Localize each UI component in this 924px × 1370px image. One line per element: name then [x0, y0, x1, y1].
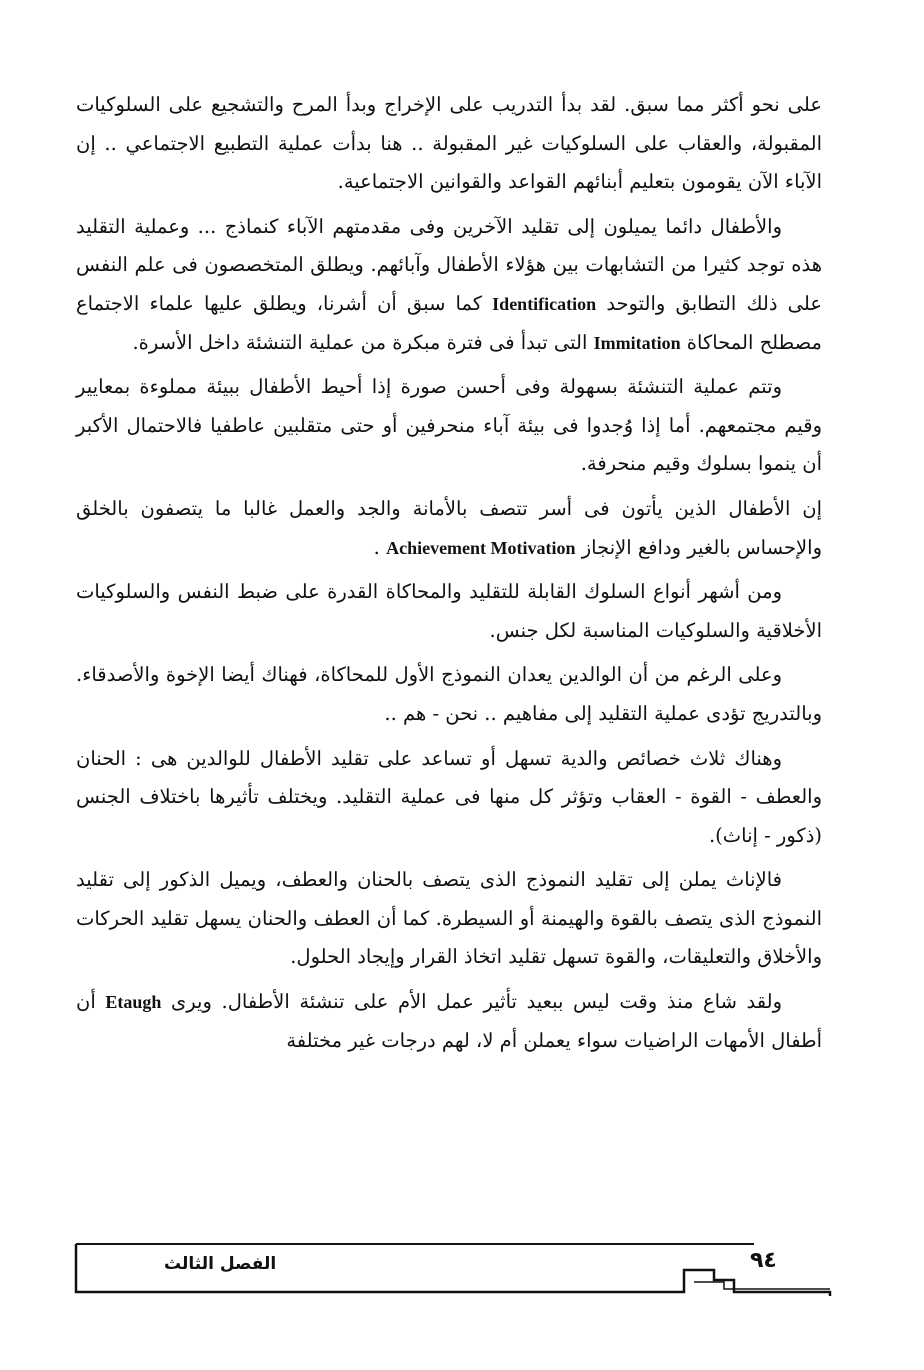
paragraph-1: [76, 86, 822, 202]
paragraph-4-end: .: [373, 535, 380, 559]
paragraph-7-text: وهناك ثلاث خصائص والدية تسهل أو تساعد على تقليد الأطفال للوالدين هى : الحنان والعطف - القوة - العقاب وتؤثر كل منها فى عملية التقليد. ويختلف تأثيرها باختلاف الجنس (ذكور - إناث).: [76, 746, 822, 847]
paragraph-2-text-c: التى تبدأ فى فترة مبكرة من عملية التنشئة داخل الأسرة.: [132, 330, 588, 354]
paragraph-9-text-a: ولقد شاع منذ وقت ليس ببعيد تأثير عمل الأم على تنشئة الأطفال. ويرى: [171, 990, 782, 1014]
paragraph-3: [76, 368, 822, 484]
name-etaugh: Etaugh: [105, 992, 162, 1013]
paragraph-9: [76, 983, 822, 1060]
term-achievement-motivation: Achievement Motivation: [386, 537, 576, 558]
paragraph-2-text-a: والأطفال دائما يميلون إلى تقليد الآخرين وفى مقدمتهم الآباء كنماذج ... وعملية التقليد هذه توجد كثيرا من التشابهات بين هؤلاء الأطفال وآبائهم. ويطلق المتخصصون فى علم النفس على ذلك التطابق والتوحد: [76, 214, 822, 315]
term-immitation: Immitation: [593, 332, 681, 353]
paragraph-4-text: إن الأطفال الذين يأتون فى أسر تتصف بالأمانة والجد والعمل غالبا ما يتصفون بالخلق والإحساس بالغير ودافع الإنجاز: [76, 496, 822, 559]
paragraph-6-text: وعلى الرغم من أن الوالدين يعدان النموذج الأول للمحاكاة، فهناك أيضا الإخوة والأصدقاء. وبالتدريج تؤدى عملية التقليد إلى مفاهيم .. نحن - هم ..: [76, 663, 822, 725]
paragraph-4: [76, 490, 822, 567]
paragraph-2-text-b: كما سبق أن أشرنا، ويطلق عليها علماء الاجتماع مصطلح المحاكاة: [76, 291, 822, 354]
chapter-title: الفصل الثالث: [164, 1254, 277, 1274]
body-text: [76, 86, 822, 1066]
page-number: ٩٤: [750, 1248, 777, 1273]
paragraph-9-text-b: أن أطفال الأمهات الراضيات سواء يعملن أم لا، لهم درجات غير مختلفة: [76, 990, 822, 1052]
page-footer: [74, 1242, 834, 1298]
paragraph-8-text: فالإناث يملن إلى تقليد النموذج الذى يتصف بالحنان والعطف، ويميل الذكور إلى تقليد النموذج الذى يتصف بالقوة والهيمنة أو السيطرة. كما أن العطف والحنان يسهل تقليد الحركات والأخلاق والتعليقات، والقوة تسهل تقليد اتخاذ القرار وإيجاد الحلول.: [76, 868, 822, 969]
paragraph-1-text: على نحو أكثر مما سبق. لقد بدأ التدريب على الإخراج وبدأ المرح والتشجيع على السلوكيات المقبولة، والعقاب على السلوكيات غير المقبولة .. هنا بدأت عملية التطبيع الاجتماعي .. إن الآباء الآن يقومون بتعليم أبنائهم القواعد والقوانين الاجتماعية.: [76, 93, 822, 194]
paragraph-2: [76, 208, 822, 362]
paragraph-6: [76, 656, 822, 733]
paragraph-8: [76, 861, 822, 977]
paragraph-7: [76, 740, 822, 856]
paragraph-5-text: ومن أشهر أنواع السلوك القابلة للتقليد والمحاكاة القدرة على ضبط النفس والسلوكيات الأخلاقية والسلوكيات المناسبة لكل جنس.: [76, 580, 822, 642]
paragraph-5: [76, 573, 822, 650]
term-identification: Identification: [492, 293, 597, 314]
paragraph-3-text: وتتم عملية التنشئة بسهولة وفى أحسن صورة إذا أحيط الأطفال ببيئة مملوءة بمعايير وقيم مجتمعهم. أما إذا وُجدوا فى بيئة آباء منحرفين أو حتى متقلبين عاطفيا فالاحتمال الأكبر أن ينموا بسلوك وقيم منحرفة.: [76, 375, 822, 476]
